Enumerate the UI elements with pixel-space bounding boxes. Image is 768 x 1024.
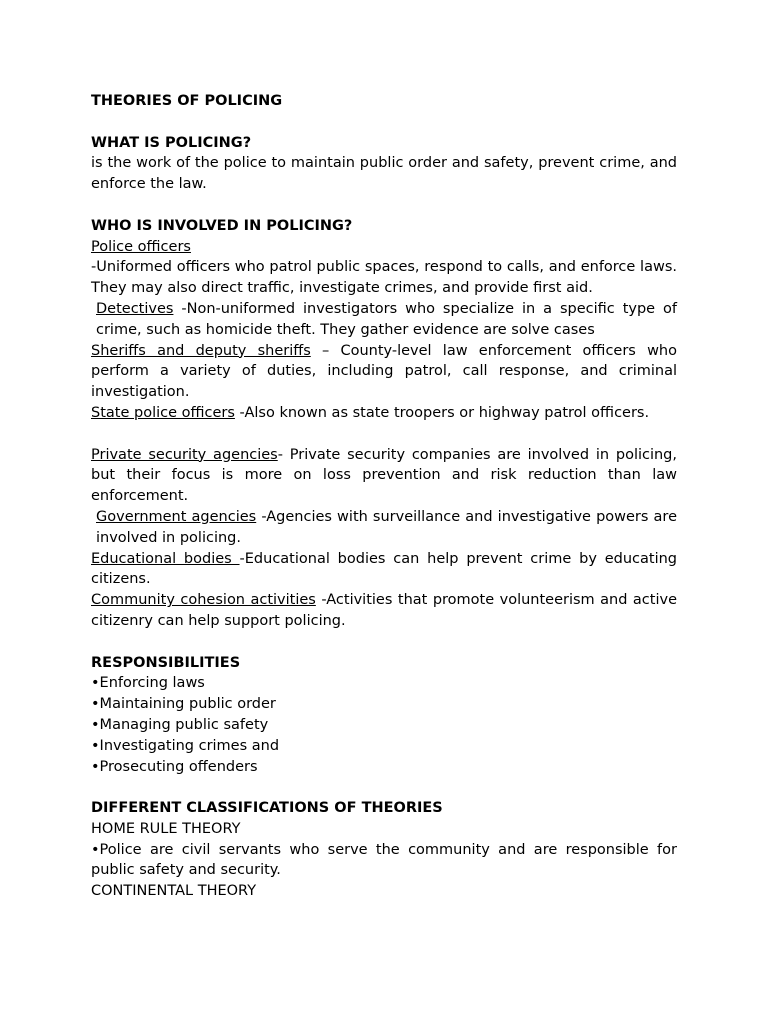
spacer xyxy=(91,777,677,798)
educational-text: -Educational bodies can help prevent crime by educating citizens. xyxy=(91,550,677,588)
detectives-text: -Non-uniformed investigators who specialize in a specific type of crime, such as homicide theft. They gather evidence are solve cases xyxy=(96,300,677,338)
state-paragraph xyxy=(91,403,677,424)
list-item: •Managing public safety xyxy=(91,716,269,733)
sheriffs-label: Sheriffs and deputy sheriffs xyxy=(91,342,311,359)
private-label: Private security agencies xyxy=(91,446,278,463)
list-item: •Prosecuting offenders xyxy=(91,758,258,775)
government-text: -Agencies with surveillance and investigative powers are involved in policing. xyxy=(96,508,677,546)
sheriffs-text: – County-level law enforcement officers who perform a variety of duties, including patrol, call response, and criminal investigation. xyxy=(91,342,677,401)
police-officers-paragraph xyxy=(91,237,677,258)
list-item: •Investigating crimes and xyxy=(91,737,280,754)
police-officers-label: Police officers xyxy=(91,238,191,255)
community-paragraph xyxy=(91,590,677,632)
private-paragraph xyxy=(91,445,677,507)
state-text: -Also known as state troopers or highway patrol officers. xyxy=(234,404,650,421)
spacer xyxy=(91,112,677,133)
list-item: •Enforcing laws xyxy=(91,675,205,692)
home-rule-text: •Police are civil servants who serve the community and are responsible for public safety and security. xyxy=(91,841,677,879)
responsibilities-heading: RESPONSIBILITIES xyxy=(91,654,241,671)
home-rule-heading: HOME RULE THEORY xyxy=(91,820,241,837)
educational-paragraph xyxy=(91,549,677,591)
detectives-paragraph xyxy=(91,299,677,341)
document-title: THEORIES OF POLICING xyxy=(91,93,283,109)
community-text: -Activities that promote volunteerism and active citizenry can help support policing. xyxy=(91,592,677,629)
government-paragraph xyxy=(91,507,677,549)
what-is-text: is the work of the police to maintain public order and safety, prevent crime, and enforce the law. xyxy=(91,155,677,193)
police-officers-text: -Uniformed officers who patrol public spaces, respond to calls, and enforce laws. They may also direct traffic, investigate crimes, and provide first aid. xyxy=(91,259,677,297)
continental-heading: CONTINENTAL THEORY xyxy=(91,883,257,900)
spacer xyxy=(91,424,677,445)
educational-label: Educational bodies xyxy=(91,550,240,567)
what-is-heading: WHAT IS POLICING? xyxy=(91,134,252,151)
who-heading: WHO IS INVOLVED IN POLICING? xyxy=(91,217,353,234)
list-item: •Maintaining public order xyxy=(91,696,276,713)
spacer xyxy=(91,195,677,216)
community-label: Community cohesion activities xyxy=(91,592,316,609)
classifications-heading: DIFFERENT CLASSIFICATIONS OF THEORIES xyxy=(91,800,443,817)
state-label: State police officers xyxy=(91,404,235,421)
private-text: - Private security companies are involved in policing, but their focus is more on loss prevention and risk reduction than law enforcement. xyxy=(91,446,677,505)
sheriffs-paragraph xyxy=(91,341,677,403)
document-body xyxy=(91,91,677,902)
detectives-label: Detectives xyxy=(96,300,174,317)
spacer xyxy=(91,632,677,653)
government-label: Government agencies xyxy=(96,508,257,525)
